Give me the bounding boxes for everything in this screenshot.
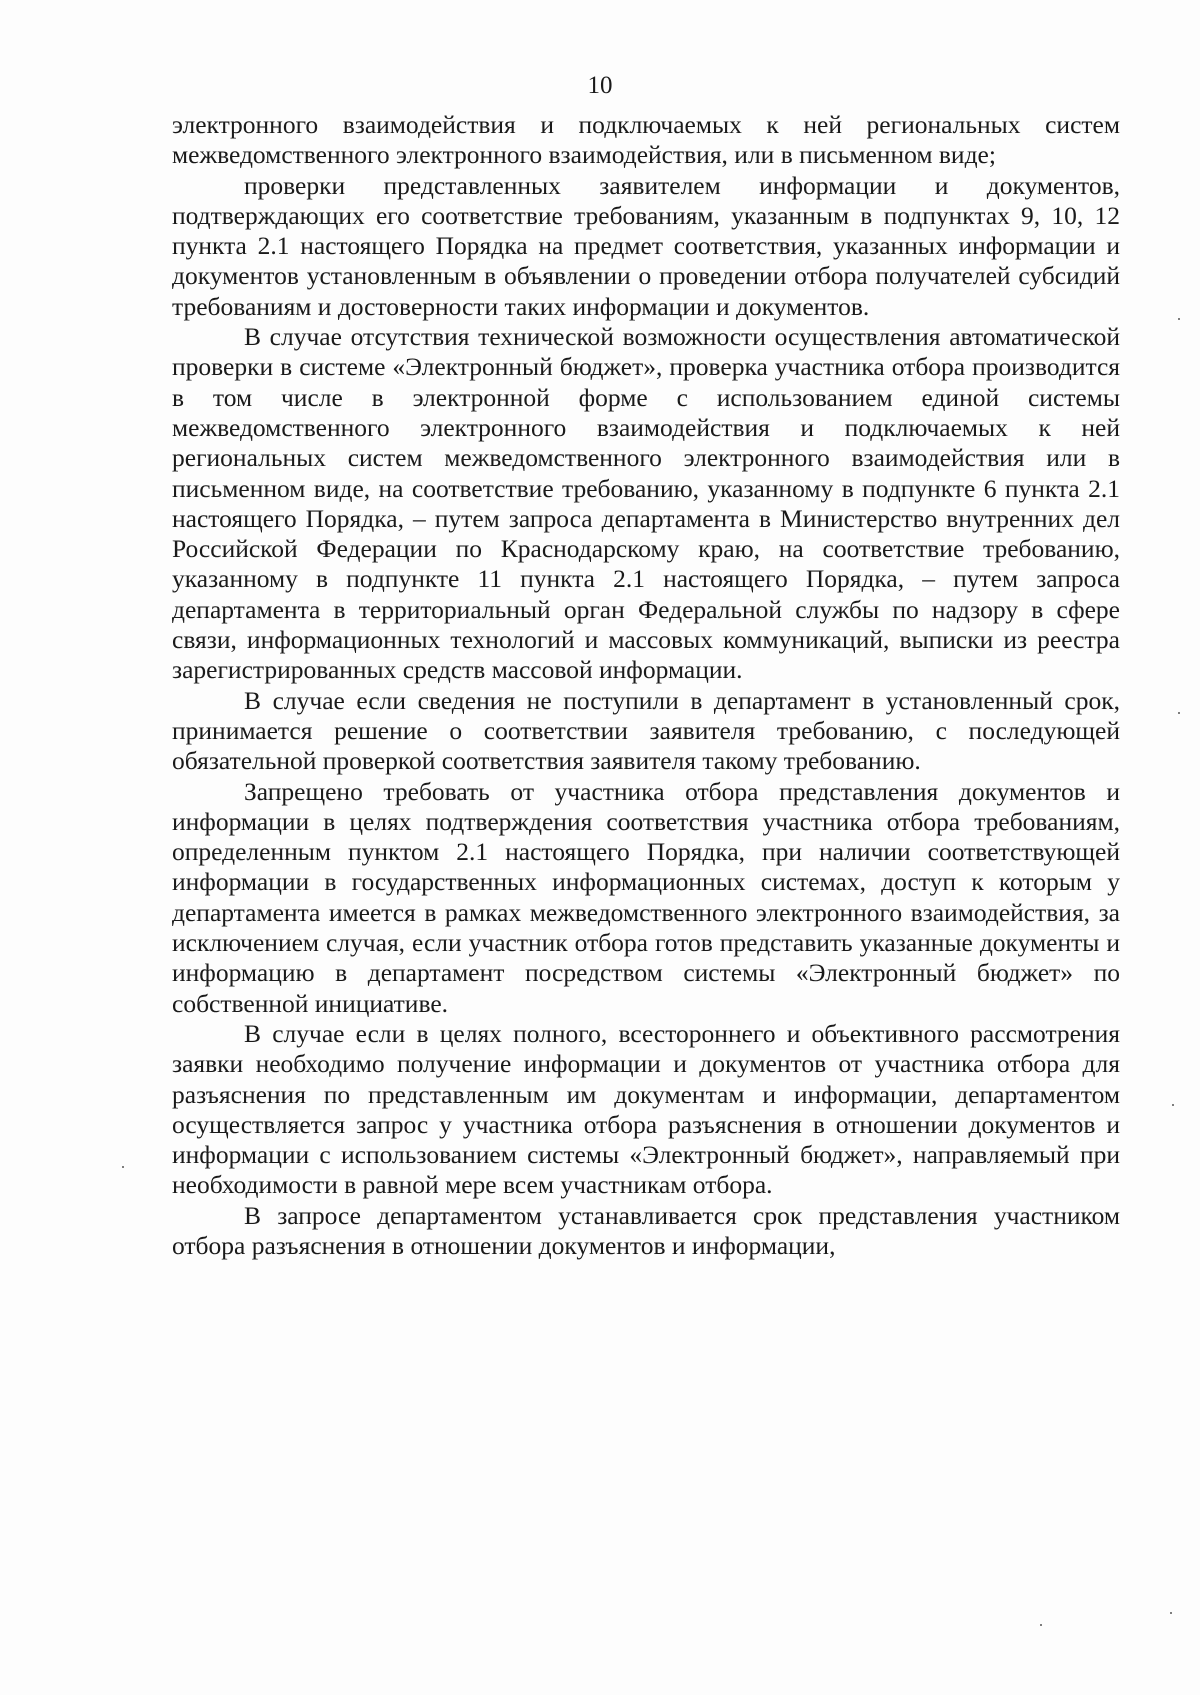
document-body — [172, 110, 1120, 1261]
scan-speck — [1178, 318, 1180, 320]
paragraph-7: В запросе департаментом устанавливается срок представления участником отбора разъяснения в отношении документов и информации, — [172, 1200, 1120, 1260]
paragraph-1: электронного взаимодействия и подключаемых к ней региональных систем межведомственного электронного взаимодействия, или в письменном виде; — [172, 110, 1120, 170]
scan-speck — [1170, 1612, 1172, 1614]
scan-speck — [1178, 712, 1180, 714]
paragraph-4: В случае если сведения не поступили в департамент в установленный срок, принимается решение о соответствии заявителя требованию, с последующей обязательной проверкой соответствия заявителя такому требованию. — [172, 685, 1120, 776]
paragraph-2: проверки представленных заявителем информации и документов, подтверждающих его соответствие требованиям, указанным в подпунктах 9, 10, 12 пункта 2.1 настоящего Порядка на предмет соответствия, указанных информации и документов установленным в объявлении о проведении отбора получателей субсидий требованиям и достоверности таких информации и документов. — [172, 170, 1120, 321]
paragraph-3: В случае отсутствия технической возможности осуществления автоматической проверки в системе «Электронный бюджет», проверка участника отбора производится в том числе в электронной форме с использованием единой системы межведомственного электронного взаимодействия и подключаемых к ней региональных систем межведомственного электронного взаимодействия или в письменном виде, на соответствие требованию, указанному в подпункте 6 пункта 2.1 настоящего Порядка, – путем запроса департамента в Министерство внутренних дел Российской Федерации по Краснодарскому краю, на соответствие требованию, указанному в подпункте 11 пункта 2.1 настоящего Порядка, – путем запроса департамента в территориальный орган Федеральной службы по надзору в сфере связи, информационных технологий и массовых коммуникаций, выписки из реестра зарегистрированных средств массовой информации. — [172, 322, 1120, 685]
paragraph-5: Запрещено требовать от участника отбора представления документов и информации в целях подтверждения соответствия участника отбора требованиям, определенным пунктом 2.1 настоящего Порядка, при наличии соответствующей информации в государственных информационных системах, доступ к которым у департамента имеется в рамках межведомственного электронного взаимодействия, за исключением случая, если участник отбора готов представить указанные документы и информацию в департамент посредством системы «Электронный бюджет» по собственной инициативе. — [172, 776, 1120, 1018]
paragraph-6: В случае если в целях полного, всестороннего и объективного рассмотрения заявки необходимо получение информации и документов от участника отбора для разъяснения по представленным им документам и информации, департаментом осуществляется запрос у участника отбора разъяснения в отношении документов и информации с использованием системы «Электронный бюджет», направляемый при необходимости в равной мере всем участникам отбора. — [172, 1018, 1120, 1200]
page-number: 10 — [587, 72, 613, 99]
scan-speck — [122, 1166, 124, 1168]
scan-speck — [1040, 1624, 1042, 1626]
scan-speck — [1172, 1104, 1174, 1106]
